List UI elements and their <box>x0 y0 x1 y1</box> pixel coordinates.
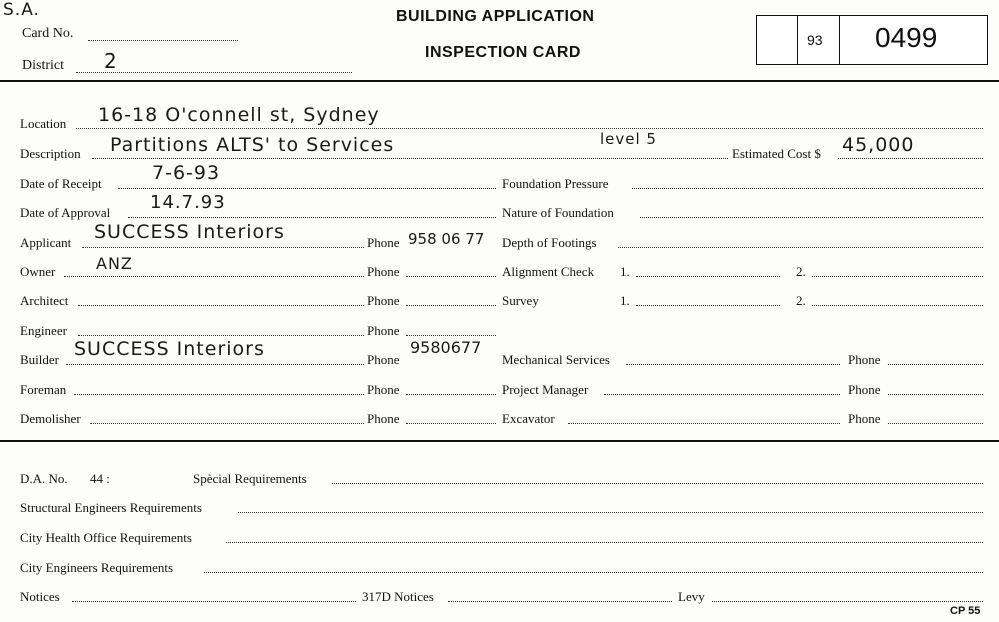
foreman-phone-line <box>406 394 496 395</box>
survey-num2: 2. <box>796 293 806 308</box>
engineer-label: Engineer <box>20 323 67 338</box>
date-receipt-value[interactable]: 7-6-93 <box>152 162 221 184</box>
description-value[interactable]: Partitions ALTS' to Services <box>110 134 395 156</box>
levy-line <box>712 601 983 602</box>
da-no-label: D.A. No. <box>20 471 68 486</box>
excavator-line <box>568 423 840 424</box>
alignment-check-num1: 1. <box>620 264 630 279</box>
year-code: 93 <box>807 32 823 48</box>
structural-engineers-line <box>238 512 983 513</box>
architect-line <box>78 305 364 306</box>
builder-label: Builder <box>20 352 59 367</box>
demolisher-phone-line <box>406 423 496 424</box>
district-value[interactable]: 2 <box>104 49 118 73</box>
architect-phone-label: Phone <box>367 293 400 308</box>
architect-phone-line <box>406 305 496 306</box>
date-receipt-label: Date of Receipt <box>20 176 102 191</box>
estimated-cost-line <box>838 158 983 159</box>
city-engineers-line <box>204 572 983 573</box>
notices-317d-label: 317D Notices <box>362 589 434 604</box>
survey-line2 <box>812 305 983 306</box>
mechanical-phone-label: Phone <box>848 352 881 367</box>
foundation-pressure-label: Foundation Pressure <box>502 176 609 191</box>
foreman-label: Foreman <box>20 382 67 397</box>
owner-phone-line <box>406 276 496 277</box>
nature-foundation-line <box>640 217 983 218</box>
notices-label: Notices <box>20 589 60 604</box>
owner-value[interactable]: ANZ <box>96 254 133 273</box>
demolisher-label: Demolisher <box>20 411 81 426</box>
engineer-phone-line <box>406 335 496 336</box>
alignment-check-num2: 2. <box>796 264 806 279</box>
nature-foundation-label: Nature of Foundation <box>502 205 614 220</box>
demolisher-line <box>90 423 364 424</box>
project-manager-phone-line <box>888 394 983 395</box>
description-level[interactable]: level 5 <box>600 130 657 148</box>
builder-phone-value[interactable]: 9580677 <box>410 338 482 357</box>
description-label: Description <box>20 146 81 161</box>
engineer-phone-label: Phone <box>367 323 400 338</box>
builder-line <box>66 364 364 365</box>
applicant-phone-label: Phone <box>367 235 400 250</box>
description-line <box>92 158 728 159</box>
project-manager-line <box>604 394 840 395</box>
structural-engineers-label: Structural Engineers Requirements <box>20 500 202 515</box>
owner-label: Owner <box>20 264 56 279</box>
builder-value[interactable]: SUCCESS Interiors <box>74 338 265 360</box>
date-approval-value[interactable]: 14.7.93 <box>150 192 226 213</box>
mechanical-services-line <box>626 364 840 365</box>
mechanical-phone-line <box>888 364 983 365</box>
notices-line <box>72 601 356 602</box>
estimated-cost-value[interactable]: 45,000 <box>842 134 915 156</box>
header-rule <box>0 80 999 82</box>
card-no-label: Card No. <box>22 26 74 41</box>
mechanical-services-label: Mechanical Services <box>502 352 610 367</box>
alignment-check-line2 <box>812 276 983 277</box>
builder-phone-label: Phone <box>367 352 400 367</box>
foreman-phone-label: Phone <box>367 382 400 397</box>
owner-phone-label: Phone <box>367 264 400 279</box>
city-health-label: City Health Office Requirements <box>20 530 192 545</box>
survey-line1 <box>636 305 780 306</box>
sa-mark: S.A. <box>3 0 40 20</box>
architect-label: Architect <box>20 293 69 308</box>
special-requirements-line <box>332 483 983 484</box>
date-receipt-line <box>118 188 496 189</box>
date-approval-line <box>128 217 496 218</box>
foundation-pressure-line <box>632 188 983 189</box>
location-line <box>76 128 983 129</box>
notices-317d-line <box>448 601 672 602</box>
da-no-value: 44 : <box>90 471 110 486</box>
applicant-value[interactable]: SUCCESS Interiors <box>94 221 285 243</box>
card-number: 0499 <box>875 22 938 53</box>
applicant-label: Applicant <box>20 235 72 250</box>
card-number-box <box>756 15 988 65</box>
excavator-label: Excavator <box>502 411 555 426</box>
card-no-line <box>88 40 238 41</box>
form-title-line1: BUILDING APPLICATION <box>396 8 595 25</box>
city-health-line <box>226 542 983 543</box>
applicant-phone-value[interactable]: 958 06 77 <box>408 230 485 248</box>
location-label: Location <box>20 116 67 131</box>
levy-label: Levy <box>678 589 705 604</box>
form-code: CP 55 <box>950 605 981 617</box>
demolisher-phone-label: Phone <box>367 411 400 426</box>
depth-footings-label: Depth of Footings <box>502 235 597 250</box>
excavator-phone-line <box>888 423 983 424</box>
owner-line <box>64 276 364 277</box>
district-label: District <box>22 58 64 73</box>
foreman-line <box>74 394 364 395</box>
section-rule <box>0 440 999 442</box>
special-requirements-label: Spècial Requirements <box>193 471 307 486</box>
estimated-cost-label: Estimated Cost $ <box>732 146 821 161</box>
date-approval-label: Date of Approval <box>20 205 111 220</box>
project-manager-label: Project Manager <box>502 382 589 397</box>
excavator-phone-label: Phone <box>848 411 881 426</box>
engineer-line <box>78 335 364 336</box>
applicant-line <box>82 247 364 248</box>
depth-footings-line <box>618 247 983 248</box>
survey-num1: 1. <box>620 293 630 308</box>
alignment-check-label: Alignment Check <box>502 264 595 279</box>
project-manager-phone-label: Phone <box>848 382 881 397</box>
alignment-check-line1 <box>636 276 780 277</box>
city-engineers-label: City Engineers Requirements <box>20 560 174 575</box>
survey-label: Survey <box>502 293 539 308</box>
location-value[interactable]: 16-18 O'connell st, Sydney <box>98 104 380 126</box>
form-title-line2: INSPECTION CARD <box>425 44 581 61</box>
